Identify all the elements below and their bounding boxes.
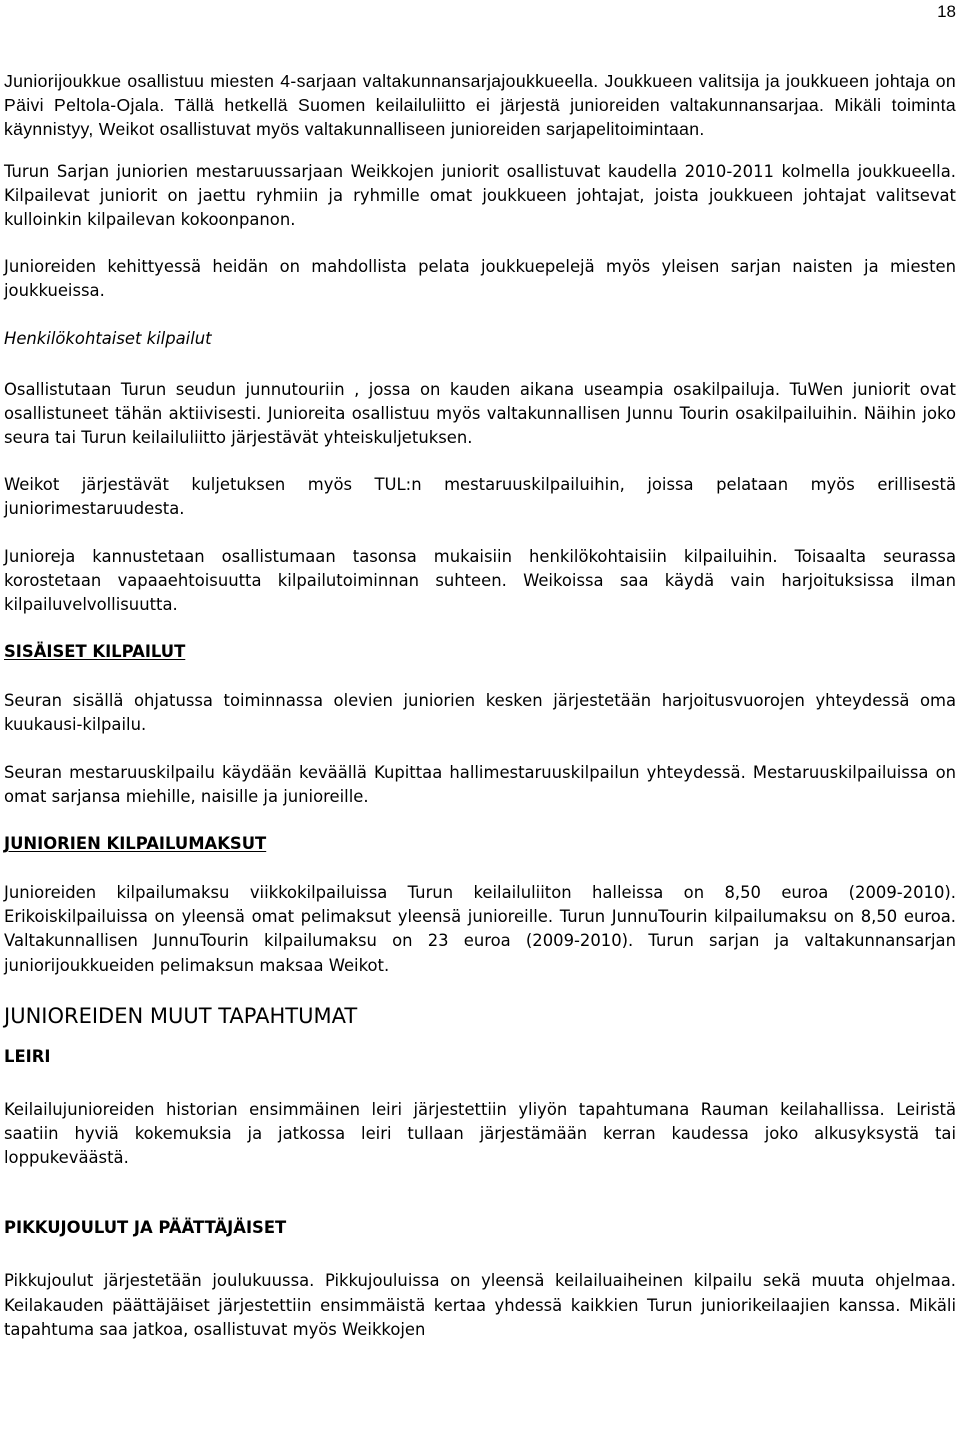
document-body [4,69,956,1365]
paragraph-junior-team: Juniorijoukkue osallistuu miesten 4-sarjaan valtakunnansarjajoukkueella. Joukkueen valitsija ja joukkueen johtaja on Päivi Peltola-Ojala. Tällä hetkellä Suomen keilailuliitto ei järjestä junioreiden valtakunnansarjaa. Mikäli toiminta käynnistyy, Weikot osallistuvat myös valtakunnalliseen junioreiden sarjapelitoimintaan. [4,71,956,140]
heading-camp: LEIRI [4,1046,51,1066]
paragraph-junior-development: Junioreiden kehittyessä heidän on mahdollista pelata joukkuepelejä myös yleisen sarjan naisten ja miesten joukkueissa. [4,257,956,301]
heading-junior-fees: JUNIORIEN KILPAILUMAKSUT [4,834,267,854]
paragraph-club-championship: Seuran mestaruuskilpailu käydään keväällä Kupittaa hallimestaruuskilpailun yhteydessä. Mestaruuskilpailuissa on omat sarjansa miehille, naisille ja junioreille. [4,762,956,806]
paragraph-christmas-party: Pikkujoulut järjestetään joulukuussa. Pikkujouluissa on yleensä keilailuaiheinen kilpailu sekä muuta ohjelmaa. Keilakauden päättäjäiset järjestettiin ensimmäistä kertaa yhdessä kaikkien Turun juniorikeilaajien kanssa. Mikäli tapahtuma saa jatkoa, osallistuvat myös Weikkojen [4,1271,956,1339]
subheading-individual-competitions: Henkilökohtaiset kilpailut [4,328,212,348]
paragraph-monthly-competition: Seuran sisällä ohjatussa toiminnassa olevien juniorien kesken järjestetään harjoitusvuorojen yhteydessä oma kuukausi-kilpailu. [4,691,956,735]
paragraph-tul-championships: Weikot järjestävät kuljetuksen myös TUL:n mestaruuskilpailuihin, joissa pelataan myös erillisestä juniorimestaruudesta. [4,475,956,519]
paragraph-junnutour: Osallistutaan Turun seudun junnutouriin , jossa on kauden aikana useampia osakilpailuja. TuWen juniorit ovat osallistuneet tähän aktiivisesti. Junioreita osallistuu myös valtakunnallisen Junnu Tourin osakilpailuihin. Näihin joko seura tai Turun keilailuliitto järjestävät yhteiskuljetuksen. [4,379,956,448]
paragraph-turku-series: Turun Sarjan juniorien mestaruussarjaan Weikkojen juniorit osallistuvat kaudella 2010-2011 kolmella joukkueella. Kilpailevat juniorit on jaettu ryhmiin ja ryhmille omat joukkueen johtajat, joista joukkueen johtajat valitsevat kulloinkin kilpailevan kokoonpanon. [4,161,956,230]
paragraph-encouragement: Junioreja kannustetaan osallistumaan tasonsa mukaisiin henkilökohtaisiin kilpailuihin. Toisaalta seurassa korostetaan vapaaehtoisuutta kilpailutoiminnan suhteen. Weikoissa saa käydä vain harjoituksissa ilman kilpailuvelvollisuutta. [4,546,956,615]
heading-christmas-party: PIKKUJOULUT JA PÄÄTTÄJÄISET [4,1218,287,1238]
paragraph-camp: Keilailujunioreiden historian ensimmäinen leiri järjestettiin yliyön tapahtumana Rauman keilahallissa. Leiristä saatiin hyviä kokemuksia ja jatkossa leiri tullaan järjestämään kerran kaudessa joko alkusyksystä tai loppukeväästä. [4,1099,956,1168]
heading-other-events: JUNIOREIDEN MUUT TAPAHTUMAT [4,1003,358,1028]
page-number: 18 [937,2,956,21]
paragraph-fees: Junioreiden kilpailumaksu viikkokilpailuissa Turun keilailuliiton halleissa on 8,50 euroa (2009-2010). Erikoiskilpailuissa on yleensä omat pelimaksut yleensä junioreille. Turun JunnuTourin kilpailumaksu on 8,50 euroa. Valtakunnallisen JunnuTourin kilpailumaksu on 23 euroa (2009-2010). Turun sarjan ja valtakunnansarjan juniorijoukkueiden pelimaksun maksaa Weikot. [4,883,956,975]
heading-internal-competitions: SISÄISET KILPAILUT [4,642,186,662]
